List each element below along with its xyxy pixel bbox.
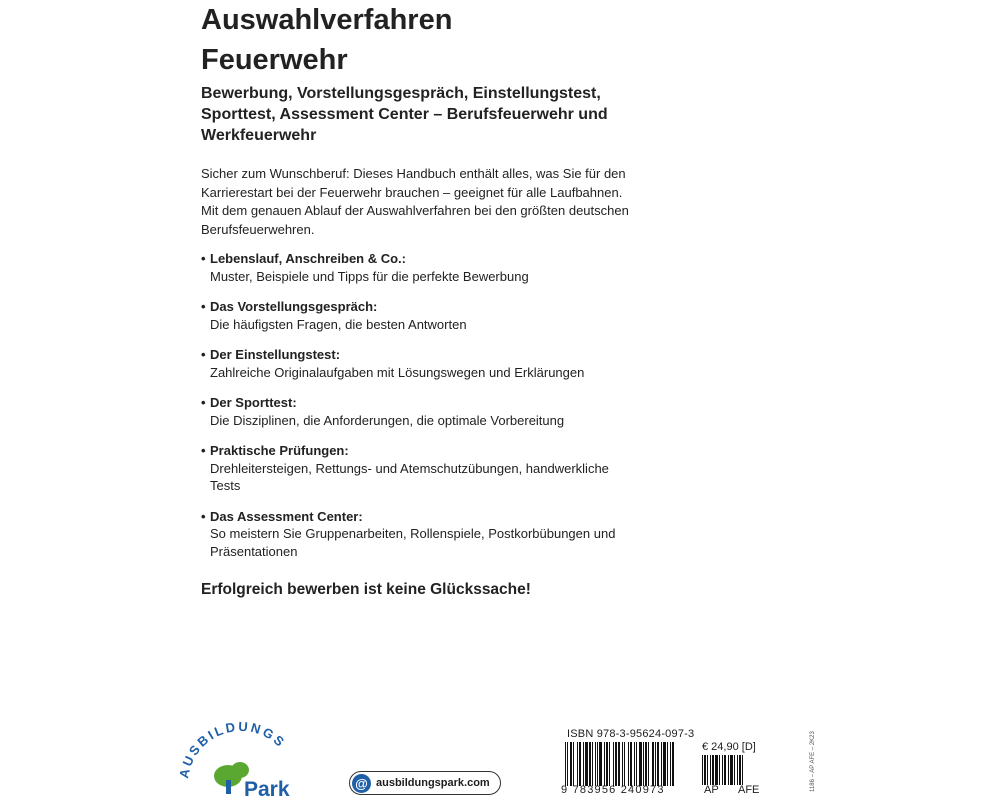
- barcode-bar: [728, 755, 729, 785]
- feature-list: [201, 250, 641, 573]
- feature-description: Die häufigsten Fragen, die besten Antworten: [210, 316, 467, 332]
- feature-title: Der Sporttest:: [210, 395, 297, 410]
- at-icon: @: [352, 774, 371, 793]
- barcode-bar: [670, 742, 671, 786]
- addon-barcode: [702, 755, 762, 785]
- feature-title: Lebenslauf, Anschreiben & Co.:: [210, 251, 406, 266]
- barcode-bar: [628, 742, 629, 786]
- barcode-bar: [724, 755, 726, 785]
- feature-item: [201, 298, 641, 333]
- logo-word: Park: [244, 778, 290, 800]
- barcode-bar: [592, 742, 593, 786]
- intro-paragraph: Sicher zum Wunschberuf: Dieses Handbuch enthält alles, was Sie für den Karrierestart bei der Feuerwehr brauchen – geeignet für alle Laufbahnen. Mit dem genauen Ablauf der Auswahlverfahren bei den größten deutschen Berufsfeuerwehren.: [201, 166, 629, 237]
- barcode-bar: [630, 742, 632, 786]
- barcode-bar: [734, 755, 735, 785]
- bullet: •: [201, 347, 206, 362]
- barcode-bar: [595, 742, 596, 786]
- ausbildungspark-logo: [176, 718, 302, 800]
- barcode-bar: [567, 742, 568, 786]
- barcode-bar: [604, 742, 605, 786]
- title-line-2: Feuerwehr: [201, 44, 348, 76]
- barcode-bar: [704, 755, 706, 785]
- logo-arc-text: AUSBILDUNGS: [176, 718, 289, 780]
- bullet: •: [201, 508, 206, 524]
- barcode-bar: [634, 742, 635, 786]
- barcode-bar: [609, 742, 610, 786]
- barcode-bar: [643, 742, 644, 786]
- feature-title: Praktische Prüfungen:: [210, 443, 349, 458]
- addon-label-left: AP: [704, 784, 719, 796]
- slogan: Erfolgreich bewerben ist keine Glückssache!: [201, 581, 531, 598]
- barcode-bar: [712, 755, 714, 785]
- barcode-digits: 9 783956 240973: [561, 784, 665, 796]
- feature-title: Der Einstellungstest:: [210, 347, 341, 362]
- feature-description: Die Disziplinen, die Anforderungen, die optimale Vorbereitung: [210, 412, 565, 428]
- barcode-bar: [672, 742, 674, 786]
- isbn-label: ISBN 978-3-95624-097-3: [567, 728, 695, 740]
- barcode-bar: [648, 742, 649, 786]
- website-url: ausbildungspark.com: [376, 777, 490, 789]
- barcode-bar: [702, 755, 703, 785]
- barcode-bar: [719, 755, 720, 785]
- barcode-bar: [570, 742, 572, 786]
- feature-description: Drehleitersteigen, Rettungs- und Atemschutzübungen, handwerkliche Tests: [210, 460, 609, 493]
- barcode-bar: [579, 742, 581, 786]
- barcode-bar: [639, 742, 642, 786]
- barcode-bar: [615, 742, 617, 786]
- barcode-bar: [618, 742, 620, 786]
- barcode-bar: [739, 755, 741, 785]
- feature-item: [201, 250, 641, 285]
- barcode-bar: [722, 755, 723, 785]
- feature-item: [201, 442, 641, 495]
- website-badge[interactable]: [349, 771, 501, 795]
- barcode-bar: [742, 755, 743, 785]
- bullet: •: [201, 443, 206, 458]
- bullet: •: [201, 395, 206, 410]
- barcode-bar: [657, 742, 659, 786]
- barcode-bar: [667, 742, 668, 786]
- barcode-bar: [597, 742, 598, 786]
- feature-title: Das Vorstellungsgespräch:: [210, 299, 378, 314]
- barcode-bar: [613, 742, 614, 786]
- bullet: •: [201, 251, 206, 266]
- barcode-bar: [585, 742, 588, 786]
- barcode-bar: [622, 742, 623, 786]
- feature-description: Muster, Beispiele und Tipps für die perfekte Bewerbung: [210, 268, 529, 284]
- feature-title: Das Assessment Center:: [210, 508, 363, 524]
- barcode-bar: [737, 755, 738, 785]
- feature-item: [201, 346, 641, 381]
- barcode-bar: [655, 742, 656, 786]
- barcode-bar: [645, 742, 647, 786]
- price-label: € 24,90 [D]: [702, 741, 756, 753]
- barcode-bar: [589, 742, 591, 786]
- feature-description: So meistern Sie Gruppenarbeiten, Rollenspiele, Postkorbübungen und Präsentationen: [210, 526, 616, 559]
- barcode-bar: [730, 755, 733, 785]
- barcode-bar: [573, 742, 574, 786]
- barcode-bar: [710, 755, 711, 785]
- feature-description: Zahlreiche Originalaufgaben mit Lösungswegen und Erklärungen: [210, 364, 585, 380]
- feature-item: [201, 394, 641, 429]
- barcode-bar: [652, 742, 654, 786]
- addon-label-right: AFE: [738, 784, 760, 796]
- title-line-1: Auswahlverfahren: [201, 4, 453, 36]
- barcode-bar: [624, 742, 625, 786]
- barcode-bar: [606, 742, 608, 786]
- book-subtitle: Bewerbung, Vorstellungsgespräch, Einstellungstest, Sporttest, Assessment Center – Berufsfeuerwehr und Werkfeuerwehr: [201, 85, 608, 144]
- barcode-bar: [707, 755, 708, 785]
- barcode-bar: [661, 742, 662, 786]
- barcode-bar: [565, 742, 566, 786]
- feature-item: [201, 508, 641, 561]
- barcode-bar: [663, 742, 666, 786]
- book-title: [201, 0, 641, 80]
- barcode-bar: [583, 742, 584, 786]
- barcode-bar: [636, 742, 637, 786]
- bullet: •: [201, 299, 206, 314]
- side-code: 1186 – AP AFE – 2K23: [810, 731, 816, 792]
- barcode-bar: [599, 742, 602, 786]
- barcode-bar: [715, 755, 718, 785]
- isbn-barcode: [565, 742, 693, 786]
- barcode-bar: [577, 742, 578, 786]
